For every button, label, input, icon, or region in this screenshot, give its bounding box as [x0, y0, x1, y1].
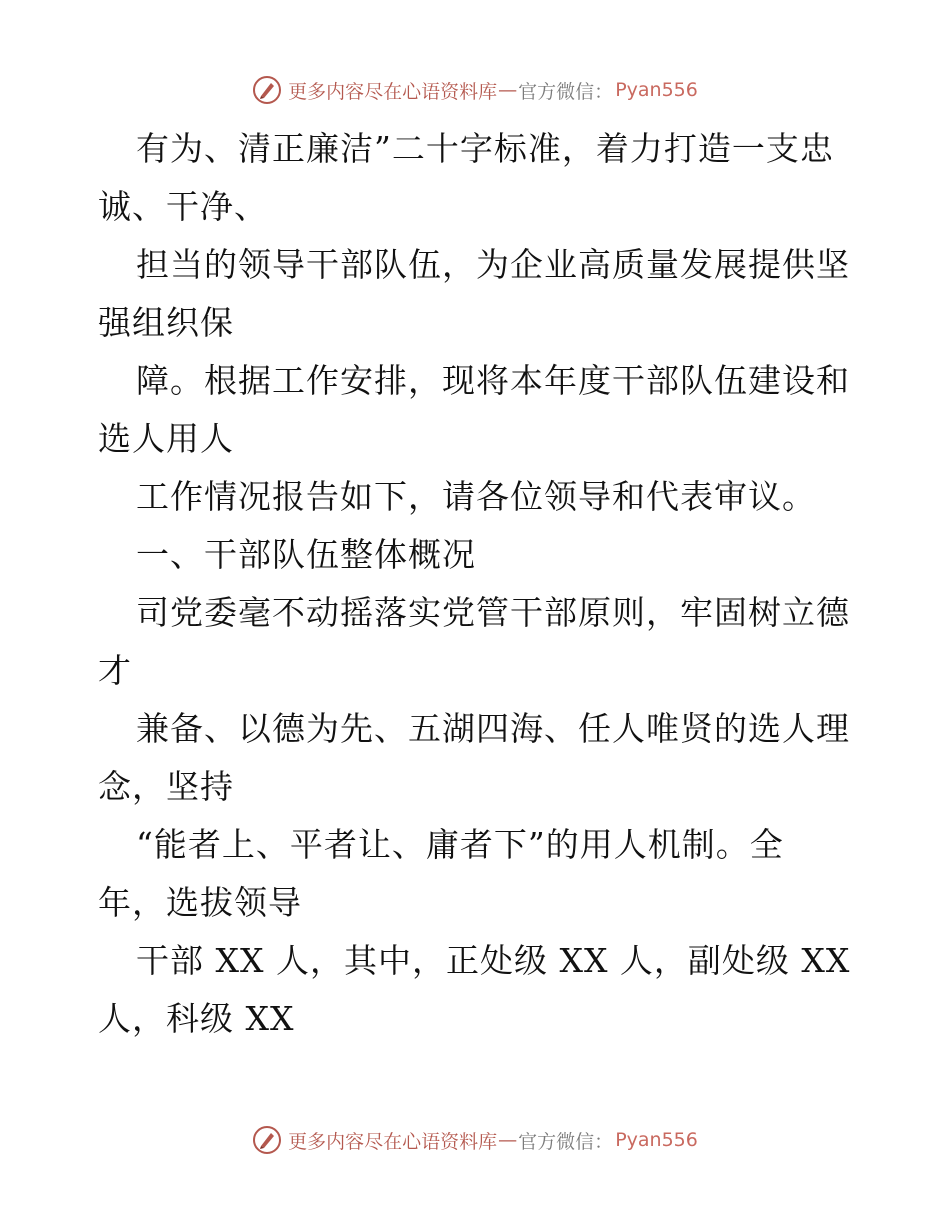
paragraph-line: 担当的领导干部队伍，为企业高质量发展提供坚 — [136, 245, 850, 284]
watermark-text: 更多内容尽在心语资料库 — [288, 1130, 498, 1153]
paragraph-line: 年，选拔领导 — [98, 883, 302, 922]
paragraph-line: 强组织保 — [98, 303, 234, 342]
section-heading: 一、干部队伍整体概况 — [136, 535, 476, 574]
paragraph-line: 选人用人 — [98, 419, 234, 458]
document-body — [98, 120, 858, 1048]
watermark-wechat-id: Pyan556 — [615, 79, 698, 101]
watermark-wechat-label: 官方微信： — [518, 1130, 614, 1153]
paragraph-line: 才 — [98, 651, 132, 690]
footer-watermark — [0, 1120, 950, 1160]
watermark-wechat-id: Pyan556 — [615, 1129, 698, 1151]
paragraph-line: 障。根据工作安排，现将本年度干部队伍建设和 — [136, 361, 850, 400]
paragraph-line: 工作情况报告如下，请各位领导和代表审议。 — [136, 477, 816, 516]
paragraph-line: 人，科级 XX — [98, 999, 295, 1038]
paragraph-line: 念，坚持 — [98, 767, 234, 806]
paragraph-line: 干部 XX 人，其中，正处级 XX 人，副处级 XX — [136, 941, 851, 980]
watermark-separator: — — [498, 79, 518, 101]
paragraph-line: 有为、清正廉洁”二十字标准，着力打造一支忠 — [136, 129, 834, 168]
paragraph-line: “能者上、平者让、庸者下”的用人机制。全 — [136, 825, 784, 864]
watermark-wechat-label: 官方微信： — [518, 80, 614, 103]
header-watermark — [0, 70, 950, 110]
paragraph-line: 诚、干净、 — [98, 187, 268, 226]
watermark-text: 更多内容尽在心语资料库 — [288, 80, 498, 103]
watermark-separator: — — [498, 1129, 518, 1151]
paragraph-line: 兼备、以德为先、五湖四海、任人唯贤的选人理 — [136, 709, 850, 748]
pen-logo-icon — [252, 1125, 282, 1155]
paragraph-line: 司党委毫不动摇落实党管干部原则，牢固树立德 — [136, 593, 850, 632]
pen-logo-icon — [252, 75, 282, 105]
